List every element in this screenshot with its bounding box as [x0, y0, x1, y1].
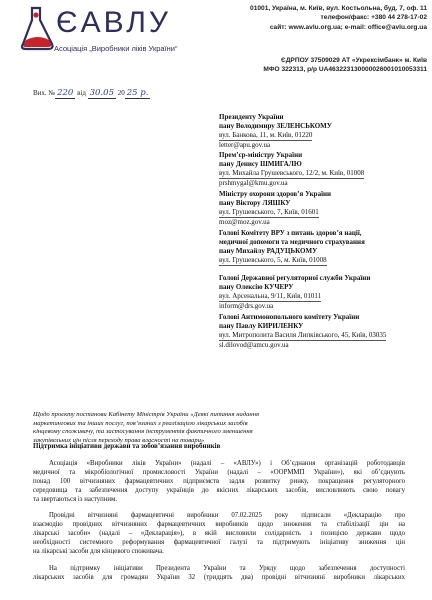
- contact-address: 01001, Україна, м. Київ, вул. Костьольна, буд. 7, оф. 11: [250, 5, 427, 12]
- bank-edrpou: ЄДРПОУ 37509029 АТ «Укрексімбанк» м. Київ: [281, 57, 427, 64]
- contact-block: [222, 4, 427, 32]
- outgoing-number-value: 220: [57, 88, 74, 98]
- contact-phone: телефон/факс: +380 44 278-17-02: [320, 14, 427, 22]
- contact-web-email: сайт: www.avlu.org.ua; e-mail: office@avlu.org.ua: [269, 23, 427, 31]
- logo-tagline: Асоціація „Виробники ліків України“: [54, 44, 178, 53]
- flask-icon: [18, 4, 58, 52]
- addressee-prime-minister: Прем’єр-міністру України пану Денису ШМИГАЛЮ вул. Михайла Грушевського, 12/2, м. Київ, 01008 prshmygal@kmu.gov.ua: [219, 151, 365, 187]
- outgoing-number: Вих. № 220 від 30.05 20 25 р.: [33, 88, 149, 98]
- section-heading: Підтримка ініціативи держави та зобов’язання виробників: [33, 442, 221, 450]
- email-link[interactable]: letter@apu.gov.ua: [219, 141, 271, 149]
- outgoing-year: 25 р.: [126, 88, 149, 98]
- email-link[interactable]: moz@moz.gov.ua: [219, 218, 270, 226]
- paragraph-3: На підтримку ініціативи Президента України та Уряду щодо забезпечення доступності лікарських засобів для громадян України 32 (тридцять два) провідні вітчизняні виробники лікарських: [33, 565, 405, 582]
- outgoing-date: 30.05: [89, 88, 114, 98]
- addressee-antimonopoly: Голові Антимонопольного комітету України пану Павлу КИРИЛЕНКУ вул. Митрополита Василя Липківського, 45, Київ, 03035 sl.dilovod@amcu.gov.ua: [219, 313, 387, 349]
- addressee-regulatory-service: Голові Державної регуляторної служби України пану Олексію КУЧЕРУ вул. Арсенальна, 9/11, Київ, 01011 inform@drs.gov.ua: [219, 274, 371, 310]
- bank-account: МФО 322313, р/р UA463223130000026001010053311: [263, 66, 427, 74]
- addressee-health-committee: Голові Комітету ВРУ з питань здоров’я нації, медичної допомоги та медичного страхування пану Михайлу РАДУЦЬКОМУ вул. Грушевського, 5, м. Київ, 01008: [219, 229, 365, 264]
- addressee-president: Президенту України пану Володимиру ЗЕЛЕНСЬКОМУ вул. Банкова, 11, м. Київ, 01220 letter@apu.gov.ua: [219, 113, 332, 149]
- email-link[interactable]: inform@drs.gov.ua: [219, 302, 274, 310]
- paragraph-2: Провідні вітчизняні фармацевтичні виробники 07.02.2025 року підписали «Декларацію про взаємодію провідних вітчизняних фармацевтичних виробників щодо зниження та стабілізації цін на лікарські засоби» (надалі – «Декларація»), в якій висловили солідарність з позицією держави щодо необхідності системного реформування фармацевтичної галузі та підтримують ініціативу зниження цін на лікарські засоби для кінцевого споживача.: [33, 512, 405, 556]
- bank-block: [222, 56, 427, 75]
- paragraph-1: Асоціація «Виробники ліків України» (надалі – «АВЛУ») і Об’єднання організацій роботодавців медичної та мікробіологічної промисловості України (надалі – «ООРММП України»), які об’єднують понад 100 вітчизняних фармацевтичних підприємств задля розвитку ринку, покращення регуляторного середовища та забезпечення доступу українців до якісних лікарських засобів, висловлюють свою повагу та звертаються із наступним.: [33, 460, 405, 504]
- email-link[interactable]: prshmygal@kmu.gov.ua: [219, 179, 288, 187]
- letter-subject: Щодо проєкту постанови Кабінету Міністрів України «Деякі питання надання маркетингових та інших послуг, пов’язаних з реалізацією лікарських засобів кінцевому споживачу, та застосування інструментів фактичного зменшення закупівельних цін після переходу права власності на товари»: [33, 411, 260, 444]
- email-link[interactable]: sl.dilovod@amcu.gov.ua: [219, 341, 289, 349]
- logo-name: ЄАВЛУ: [56, 6, 171, 39]
- association-logo: [18, 4, 178, 54]
- addressee-health-minister: Міністру охорони здоров’я України пану Віктору ЛЯШКУ вул. Грушевського, 7, Київ, 01601 moz@moz.gov.ua: [219, 190, 332, 226]
